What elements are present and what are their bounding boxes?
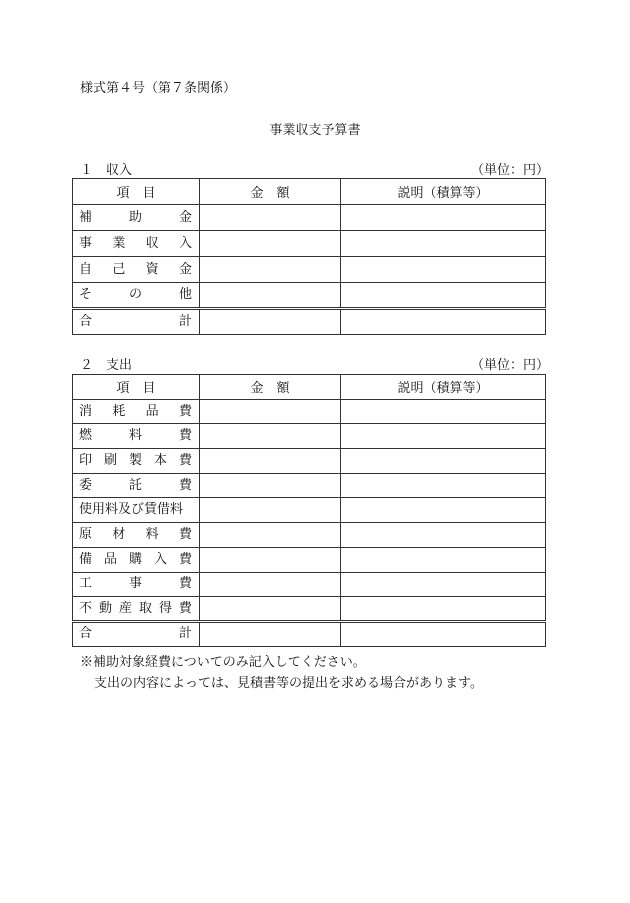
description-cell[interactable] bbox=[341, 473, 546, 498]
item-name-char: 事 bbox=[79, 235, 93, 251]
item-name-char: 事 bbox=[128, 576, 142, 592]
amount-cell[interactable] bbox=[200, 449, 341, 474]
item-name-char: 工 bbox=[79, 576, 93, 592]
total-char: 合 bbox=[79, 314, 93, 329]
description-cell[interactable] bbox=[341, 597, 546, 622]
item-name-char: 入 bbox=[178, 235, 192, 251]
table-row bbox=[73, 572, 546, 597]
item-name-char: 燃 bbox=[79, 428, 93, 444]
item-name-char: 補 bbox=[79, 209, 93, 225]
item-name-cell bbox=[73, 473, 200, 498]
total-char: 計 bbox=[178, 626, 192, 642]
header-description: 説明（積算等） bbox=[341, 375, 546, 400]
item-name-char: 資 bbox=[145, 261, 159, 277]
total-amount-cell[interactable] bbox=[200, 309, 341, 335]
item-name-char: 助 bbox=[128, 209, 142, 225]
amount-cell[interactable] bbox=[200, 399, 341, 424]
description-cell[interactable] bbox=[341, 523, 546, 548]
header-amount: 金 額 bbox=[200, 179, 341, 205]
amount-cell[interactable] bbox=[200, 231, 341, 257]
item-name-char: そ bbox=[79, 287, 93, 302]
description-cell[interactable] bbox=[341, 205, 546, 231]
total-amount-cell[interactable] bbox=[200, 621, 341, 646]
description-cell[interactable] bbox=[341, 424, 546, 449]
table-row bbox=[73, 473, 546, 498]
table-row bbox=[73, 523, 546, 548]
item-name-char: 製 bbox=[128, 452, 142, 468]
expense-section-title: ２ 支出 bbox=[80, 358, 133, 373]
item-name-char: 備 bbox=[79, 551, 93, 567]
document-title: 事業収支予算書 bbox=[269, 123, 361, 138]
item-name-char: 費 bbox=[178, 477, 192, 493]
item-name-char: 金 bbox=[178, 261, 192, 277]
item-name-char: の bbox=[128, 287, 142, 302]
item-name-char: 費 bbox=[178, 600, 192, 616]
amount-cell[interactable] bbox=[200, 283, 341, 309]
item-name-char: 費 bbox=[178, 576, 192, 592]
item-name-cell bbox=[73, 231, 200, 257]
item-name-char: 自 bbox=[79, 261, 93, 277]
expense-total-row bbox=[73, 621, 546, 646]
amount-cell[interactable] bbox=[200, 597, 341, 622]
description-cell[interactable] bbox=[341, 572, 546, 597]
item-name-char: 印 bbox=[79, 452, 93, 468]
expense-unit-label: （単位：円） bbox=[470, 358, 549, 373]
table-row bbox=[73, 498, 546, 523]
table-row bbox=[73, 449, 546, 474]
item-name-cell bbox=[73, 523, 200, 548]
table-row bbox=[73, 424, 546, 449]
item-name-char: 購 bbox=[128, 551, 142, 567]
item-name-char: 己 bbox=[112, 261, 126, 277]
expense-rows bbox=[73, 399, 546, 621]
total-description-cell[interactable] bbox=[341, 621, 546, 646]
item-name-char: 費 bbox=[178, 526, 192, 542]
item-name-cell bbox=[73, 547, 200, 572]
table-row bbox=[73, 257, 546, 283]
item-name-char: 刷 bbox=[103, 452, 117, 468]
description-cell[interactable] bbox=[341, 498, 546, 523]
header-item: 項 目 bbox=[73, 179, 200, 205]
item-name-cell bbox=[73, 449, 200, 474]
item-name-char: 得 bbox=[158, 600, 172, 616]
total-char: 合 bbox=[79, 626, 93, 642]
description-cell[interactable] bbox=[341, 283, 546, 309]
table-row bbox=[73, 547, 546, 572]
item-name-char: 品 bbox=[145, 403, 159, 419]
item-name-char: 費 bbox=[178, 403, 192, 419]
header-amount: 金 額 bbox=[200, 375, 341, 400]
note-line: 支出の内容によっては、見積書等の提出を求める場合があります。 bbox=[94, 676, 483, 691]
item-name-cell bbox=[73, 424, 200, 449]
amount-cell[interactable] bbox=[200, 498, 341, 523]
header-description: 説明（積算等） bbox=[341, 179, 546, 205]
expense-table bbox=[72, 374, 546, 647]
amount-cell[interactable] bbox=[200, 572, 341, 597]
form-number: 様式第４号（第７条関係） bbox=[80, 81, 237, 96]
table-header-row bbox=[73, 179, 546, 205]
item-name-char: 金 bbox=[178, 209, 192, 225]
item-name-cell bbox=[73, 572, 200, 597]
item-name-char: 託 bbox=[128, 477, 142, 493]
item-name-char: 料 bbox=[145, 526, 159, 542]
note-line: ※補助対象経費についてのみ記入してください。 bbox=[80, 655, 366, 670]
header-item: 項 目 bbox=[73, 375, 200, 400]
item-name-cell bbox=[73, 399, 200, 424]
income-rows bbox=[73, 205, 546, 309]
item-name-cell bbox=[73, 283, 200, 309]
item-name-char: 取 bbox=[138, 600, 152, 616]
amount-cell[interactable] bbox=[200, 547, 341, 572]
amount-cell[interactable] bbox=[200, 257, 341, 283]
item-name-char: 原 bbox=[79, 526, 93, 542]
table-row bbox=[73, 231, 546, 257]
amount-cell[interactable] bbox=[200, 205, 341, 231]
item-name-cell bbox=[73, 205, 200, 231]
amount-cell[interactable] bbox=[200, 523, 341, 548]
item-name-char: 料 bbox=[128, 428, 142, 444]
item-name-char: 業 bbox=[112, 235, 126, 251]
item-name-char: 消 bbox=[79, 403, 93, 419]
item-name-char: 本 bbox=[153, 452, 167, 468]
item-name-char: 委 bbox=[79, 477, 93, 493]
item-name-char: 他 bbox=[178, 287, 192, 302]
table-row bbox=[73, 597, 546, 622]
table-row bbox=[73, 283, 546, 309]
item-name-char: 費 bbox=[178, 551, 192, 567]
item-name-char: 耗 bbox=[112, 403, 126, 419]
income-table bbox=[72, 178, 546, 335]
item-name-char: 材 bbox=[112, 526, 126, 542]
income-section-title: １ 収入 bbox=[80, 163, 133, 178]
item-name-cell bbox=[73, 257, 200, 283]
description-cell[interactable] bbox=[341, 257, 546, 283]
item-name-char: 産 bbox=[118, 600, 132, 616]
item-name-char: 費 bbox=[178, 452, 192, 468]
item-name-char: 品 bbox=[103, 551, 117, 567]
item-name-char: 使用料及び賃借料 bbox=[79, 502, 184, 518]
description-cell[interactable] bbox=[341, 231, 546, 257]
table-row bbox=[73, 399, 546, 424]
item-name-char: 費 bbox=[178, 428, 192, 444]
table-row bbox=[73, 205, 546, 231]
item-name-char: 不 bbox=[79, 600, 93, 616]
description-cell[interactable] bbox=[341, 399, 546, 424]
total-label-cell bbox=[73, 309, 200, 335]
description-cell[interactable] bbox=[341, 547, 546, 572]
table-header-row bbox=[73, 375, 546, 400]
notes bbox=[80, 652, 483, 694]
total-char: 計 bbox=[178, 314, 192, 329]
amount-cell[interactable] bbox=[200, 473, 341, 498]
item-name-char: 入 bbox=[153, 551, 167, 567]
item-name-char: 動 bbox=[98, 600, 112, 616]
item-name-cell bbox=[73, 597, 200, 622]
income-total-row bbox=[73, 309, 546, 335]
description-cell[interactable] bbox=[341, 449, 546, 474]
total-description-cell[interactable] bbox=[341, 309, 546, 335]
income-unit-label: （単位：円） bbox=[470, 163, 549, 178]
item-name-cell bbox=[73, 498, 200, 523]
total-label-cell bbox=[73, 621, 200, 646]
item-name-char: 収 bbox=[145, 235, 159, 251]
amount-cell[interactable] bbox=[200, 424, 341, 449]
